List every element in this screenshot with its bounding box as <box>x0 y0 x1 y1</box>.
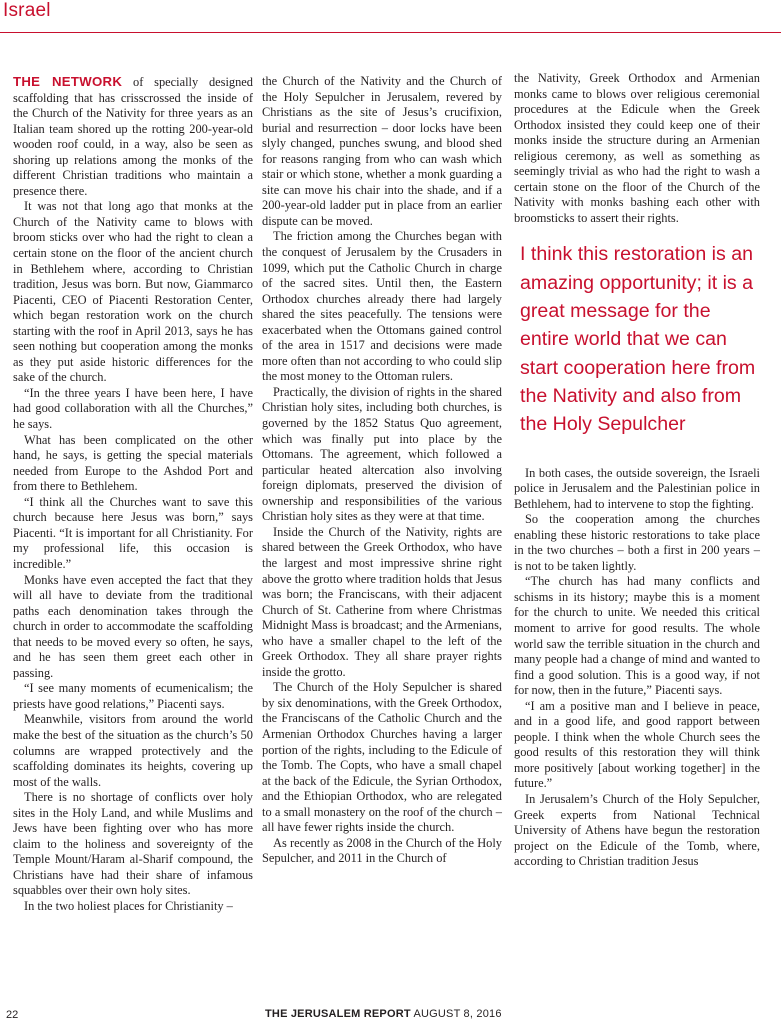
article-paragraph: The Church of the Holy Sepulcher is shared by six denominations, with the Greek Orthodox, the Franciscans of the Catholic Church and the Armenian Orthodox Churches having a larger portion of the rights, including to the Edicule of the Tomb. The Copts, who have a small chapel at the back of the Edicule, the Syrian Orthodox, and the Ethiopian Orthodox, who are relegated to a small monastery on the roof of the church – all have fewer rights inside the church. <box>262 680 502 835</box>
article-paragraph: “I see many moments of ecumenicalism; the priests have good relations,” Piacenti says. <box>13 681 253 711</box>
issue-date: AUGUST 8, 2016 <box>413 1008 502 1020</box>
article-paragraph: the Nativity, Greek Orthodox and Armenian monks came to blows over religious ceremonial procedures at the Edicule when the Greek Orthodox insisted they could keep one of their monks inside the structure during an Armenian religious ceremony, as well as something as seemingly trivial as who had the right to wash a certain stone on the floor of the Church of the Nativity with monks bashing each other with broomsticks to assert their rights. <box>514 71 760 225</box>
article-paragraph: So the cooperation among the churches enabling these historic restorations to take place in the two churches – both a first in 200 years – is not to be taken lightly. <box>514 512 760 573</box>
article-paragraph: It was not that long ago that monks at the Church of the Nativity came to blows with broom sticks over who had the right to clean a certain stone on the floor of the ancient church in Bethlehem where, according to Christian tradition, Jesus was born. But now, Giammarco Piacenti, CEO of Piacenti Restoration Center, which began restoration work on the church starting with the roof in April 2013, says he has seen nothing but cooperation among the monks as they put aside historic differences for the sake of the church. <box>13 199 253 385</box>
article-paragraph: There is no shortage of conflicts over holy sites in the Holy Land, and while Muslims and Jews have been fighting over who has more claim to the holiness and sovereignty of the Temple Mount/Haram al-Sharif compound, the Christians have had their share of infamous squabbles over their own holy sites. <box>13 790 253 898</box>
article-paragraph <box>13 74 253 199</box>
article-paragraph: “The church has had many conflicts and schisms in its history; maybe this is a moment for the church to unite. We needed this critical moment to arrive for good results. The whole world saw the terrible situation in the church and many people had a change of mind and wanted to find a good solution. This is a good way, if not for now, then in the future,” Piacenti says. <box>514 574 761 698</box>
article-paragraph: Inside the Church of the Nativity, rights are shared between the Greek Orthodox, who have the largest and most impressive shrine right above the grotto where tradition holds that Jesus was born; the Franciscans, with their adjacent Church of St. Catherine from where Christmas Midnight Mass is broadcast; and the Armenians, who have a smaller chapel to the left of the Greek Orthodox. They all share prayer rights inside the grotto. <box>262 524 502 679</box>
article-column-2 <box>262 74 502 867</box>
footer-masthead <box>265 1008 502 1020</box>
article-paragraph: Practically, the division of rights in the shared Christian holy sites, including both churches, is governed by the 1852 Status Quo agreement, which was finally put into place by the Ottomans. The agreement, which followed a particular heated altercation also involving foreign diplomats, preserved the division of ownership and responsibilities of the various Christian holy sites as they were at that time. <box>262 384 502 524</box>
article-paragraph: Meanwhile, visitors from around the world make the best of the situation as the church’s 50 columns are wrapped protectively and the scaffolding dominates its heights, covering up most of the walls. <box>13 712 253 789</box>
article-paragraph: “I think all the Churches want to save this church because here Jesus was born,” says Piacenti. “It is important for all Christianity. For my professional life, this occasion is incredible.” <box>13 494 253 571</box>
lead-in: THE NETWORK <box>13 74 123 89</box>
page-number: 22 <box>6 1009 19 1021</box>
article-paragraph: Monks have even accepted the fact that they will all have to deviate from the traditional paths each denomination takes through the church in order to accommodate the scaffolding that needs to be moved every so often, he says, and he has seen them greet each other in passing. <box>13 572 253 680</box>
publication-name: THE JERUSALEM REPORT <box>265 1008 411 1020</box>
article-column-3 <box>514 71 760 870</box>
article-paragraph: As recently as 2008 in the Church of the Holy Sepulcher, and 2011 in the Church of <box>262 835 502 866</box>
article-paragraph: In the two holiest places for Christianity – <box>24 898 233 913</box>
article-column-1 <box>13 74 253 915</box>
article-paragraph: In both cases, the outside sovereign, the Israeli police in Jerusalem and the Palestinian police in Bethlehem, had to intervene to stop the fighting. <box>514 465 760 511</box>
article-paragraph: “I am a positive man and I believe in peace, and in a good life, and good rapport between people. I think when the whole Church sees the good results of this restoration they will think more positively [about working together] in the future.” <box>514 698 760 791</box>
header-rule <box>0 32 781 33</box>
article-paragraph: What has been complicated on the other hand, he says, is getting the special materials needed from Europe to the Ashdod Port and from there to Bethlehem. <box>13 432 253 494</box>
article-paragraph: “In the three years I have been here, I have had good collaboration with all the Churches,” he says. <box>13 385 253 432</box>
article-paragraph: In Jerusalem’s Church of the Holy Sepulcher, Greek experts from National Technical University of Athens have begun the restoration project on the Edicule of the Tomb, where, according to Christian tradition Jesus <box>514 792 760 869</box>
article-paragraph: The friction among the Churches began with the conquest of Jerusalem by the Crusaders in 1099, which put the Catholic Church in charge of the sacred sites. Until then, the Eastern Orthodox churches already there had largely shared the sites peacefully. The tensions were exacerbated when the Ottomans gained control of the area in 1517 and decisions were made more often than not according to who could slip the most money to the Ottoman rulers. <box>262 229 502 384</box>
page-footer <box>0 1008 781 1024</box>
pull-quote: I think this restoration is an amazing opportunity; it is a great message for the entire world that we can start cooperation here from the Nativity and also from the Holy Sepulcher <box>520 243 756 436</box>
article-paragraph: the Church of the Nativity and the Church of the Holy Sepulcher in Jerusalem, revered by Christians as the site of Jesus’s crucifixion, burial and resurrection – door locks have been slyly changed, punches swung, and blood shed for reasons ranging from who can wash which stair or which stone, whether a monk guarding a site can move his chair into the shade, and if a 200-year-old ladder put in place from an earlier dispute can be moved. <box>262 74 502 228</box>
section-label: Israel <box>3 0 51 21</box>
lead-paragraph-text: of specially designed scaffolding that has crisscrossed the inside of the Church of the Nativity for three years as an Italian team shored up the rotting 200-year-old wooden roof could, in a way, also be seen as shoring up relations among the monks of the different Christian traditions who maintain a presence there. <box>13 75 254 198</box>
